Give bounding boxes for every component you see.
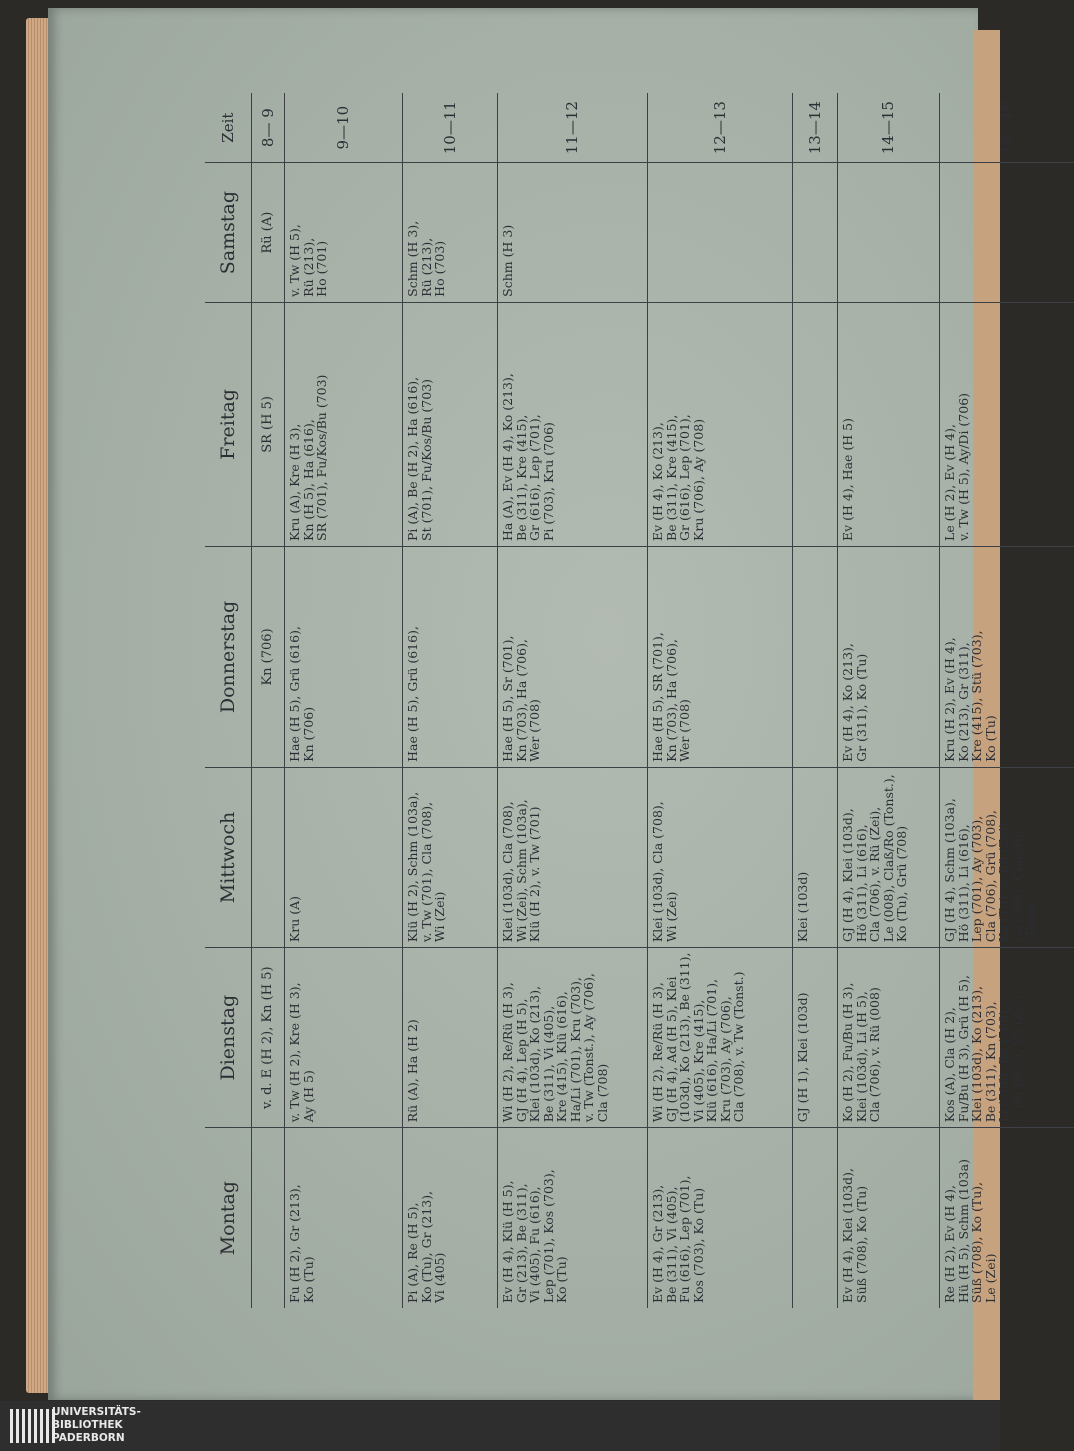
cell-text: 13—14: [805, 101, 824, 155]
cell-text: Wi (H 2), Re/Rü (H 3),: [650, 982, 665, 1123]
cell-zeit: [285, 93, 403, 163]
cell-samstag: [648, 163, 793, 303]
cell-text: Gr (616), Lep (701),: [677, 414, 692, 541]
header-dienstag: Dienstag: [205, 948, 252, 1128]
cell-text: Klei (103d), Ko (213),: [969, 985, 984, 1123]
cell-text: Fu (H 2), Gr (213),: [287, 1184, 302, 1303]
cell-text: Rü (A), Ha (H 2): [405, 1019, 420, 1123]
cell-text: Le (Zei): [982, 1253, 998, 1303]
cell-zeit: [403, 93, 498, 163]
cell-montag: [403, 1128, 498, 1308]
cell-text: Ev (H 4), Klü (H 5),: [500, 1180, 515, 1303]
cell-text: SR (H 5): [259, 396, 275, 453]
cell-donnerstag: [940, 546, 1074, 767]
cell-text: Ko (Tu), Grü (708): [894, 825, 909, 943]
cell-donnerstag: [285, 546, 403, 767]
cell-freitag: [793, 302, 838, 546]
time-row: [403, 93, 498, 1308]
cell-text: Wer (708): [527, 699, 542, 762]
cell-text: Kos (A), Cla (H 2),: [942, 1007, 957, 1123]
cell-text: GJ (H 4), Lep (H 5),: [513, 998, 529, 1123]
cell-text: Le (008), Claß/Ro (Tonst.),: [880, 774, 896, 943]
cell-text: 10—11: [440, 101, 459, 155]
cell-dienstag: [285, 948, 403, 1128]
cell-text: St (701), Fu/Kos/Bu (703): [418, 378, 434, 541]
cell-mittwoch: [403, 767, 498, 947]
cell-text: Kru (H 2), Ev (H 4),: [942, 637, 957, 762]
cell-dienstag: [940, 948, 1074, 1128]
cell-text: Ev (H 4), Klei (103d),: [840, 1168, 855, 1303]
cell-montag: [940, 1128, 1074, 1308]
cell-donnerstag: [252, 546, 285, 767]
cell-donnerstag: [403, 546, 498, 767]
cell-text: Be (311), Kre (415),: [513, 414, 529, 541]
schedule-table: [205, 93, 1074, 1308]
cell-text: 11—12: [563, 101, 582, 155]
cell-text: Ev (H 4), Hae (H 5): [840, 417, 855, 541]
cell-text: Klü (616), Ha/Li (701),: [704, 978, 719, 1123]
cell-zeit: [838, 93, 940, 163]
cell-text: Kru (706), Ay (708): [690, 418, 706, 541]
time-row: [793, 93, 838, 1308]
cell-text: Vi (405), Fu (616),: [527, 1186, 542, 1303]
cell-text: Kn (H 5), Ha (616),: [300, 419, 316, 541]
cell-text: Hö (311), Li (616),: [955, 824, 971, 943]
cell-montag: [793, 1128, 838, 1308]
cell-text: GJ (H 4), Ad (H 5), Klei: [663, 976, 679, 1123]
cell-text: Wer (708): [677, 699, 692, 762]
cell-text: Cla (706), v. Rü (Zei),: [867, 806, 882, 943]
cell-text: Ko (Tu), Gr (213),: [418, 1190, 434, 1303]
cell-zeit: [498, 93, 648, 163]
cell-text: GJ (H 4), Schm (103a),: [942, 798, 957, 943]
cell-mittwoch: [648, 767, 793, 947]
cell-dienstag: [838, 948, 940, 1128]
cell-text: Klei (103d): [795, 871, 810, 943]
cell-text: Schm (H 3),: [405, 220, 420, 297]
cell-zeit: [793, 93, 838, 163]
library-logo-icon: [10, 1409, 55, 1443]
cell-text: Ev (H 4), Ko (213),: [650, 422, 665, 541]
cell-mittwoch: [498, 767, 648, 947]
cell-text: Kn (706): [259, 628, 275, 686]
cell-text: Ko (213), Gr (311),: [955, 642, 971, 762]
cell-montag: [838, 1128, 940, 1308]
cell-samstag: [498, 163, 648, 303]
time-row: [940, 93, 1074, 1308]
cell-text: Fu/Bu (H 3), Grü (H 5),: [955, 975, 971, 1123]
cell-zeit: [252, 93, 285, 163]
cell-text: Vi (405), Kre (415),: [690, 999, 706, 1123]
cell-text: Kre (415), Stü (703),: [969, 630, 984, 762]
cell-text: Be (311), Kre (415),: [663, 414, 679, 541]
cell-text: Cla (706), Grü (708),: [982, 809, 998, 943]
cell-text: Süß (708), Ko (Tu),: [969, 1181, 984, 1303]
library-footer: [0, 1401, 1000, 1451]
cell-text: Cla (708), v. Tw (Tonst.): [731, 971, 746, 1123]
cell-text: Cla (708): [594, 1063, 610, 1123]
cell-text: Ko (Tu), v. Rü (Zei),: [996, 818, 1011, 943]
cell-freitag: [252, 302, 285, 546]
cell-text: Li (706), Re (708),: [996, 1006, 1011, 1123]
cell-text: Rü (213),: [300, 237, 316, 297]
cell-text: (103d), Ko (213), Be (311),: [677, 952, 692, 1123]
cell-text: Ha (A), Ev (H 4), Ko (213),: [500, 373, 515, 541]
cell-text: SR (701), Fu/Kos/Bu (703): [314, 374, 329, 541]
cell-text: Klei (103d), Ko (213),: [527, 985, 542, 1123]
cell-donnerstag: [498, 546, 648, 767]
cell-text: Cla (706), v. Rü (008): [867, 987, 882, 1123]
cell-text: Klei (103d), Li (H 5),: [853, 991, 869, 1123]
cell-montag: [648, 1128, 793, 1308]
cell-text: v. Tw (H 5),: [287, 224, 302, 297]
cell-text: Schm (H 3): [500, 224, 515, 297]
cell-donnerstag: [648, 546, 793, 767]
header-freitag: Freitag: [205, 302, 252, 546]
time-row: [285, 93, 403, 1308]
cell-samstag: [793, 163, 838, 303]
header-zeit: Zeit: [205, 93, 252, 163]
cell-text: Hö (311), Li (616),: [853, 824, 869, 943]
cell-text: Re (H 2), Ev (H 4),: [942, 1184, 957, 1303]
cell-dienstag: [793, 948, 838, 1128]
cell-dienstag: [498, 948, 648, 1128]
cell-text: Klei (103d), Cla (708),: [650, 801, 665, 943]
cell-text: Gr (311), Ko (Tu): [853, 653, 869, 762]
cell-text: Ay (H 5): [300, 1070, 316, 1123]
time-row: [498, 93, 648, 1308]
cell-text: Süß (708), Ko (Tu): [853, 1185, 869, 1303]
cell-freitag: [498, 302, 648, 546]
cell-text: Kn (706): [300, 706, 316, 762]
cell-text: Hae (H 5), SR (701),: [650, 632, 665, 762]
cell-text: Kre (415), Klü (616),: [554, 991, 569, 1123]
cell-text: v. Rü (008), Wi (Zei): [1009, 995, 1025, 1123]
cell-text: Lep (701), Ay (703),: [969, 815, 984, 943]
cell-text: Ev (H 4), Ko (213),: [840, 643, 855, 762]
cell-text: Ho (701): [314, 240, 329, 297]
cell-text: Klü (H 2), v. Tw (701): [527, 806, 542, 943]
cell-text: Be (311), Vi (405),: [663, 1186, 679, 1303]
cell-text: Ko (Tu): [982, 715, 998, 762]
cell-text: Kru (A), Kre (H 3),: [287, 423, 302, 541]
cell-zeit: [940, 93, 1074, 163]
cell-text: Klü (H 2), Schm (103a),: [405, 791, 420, 943]
cell-text: Kn (703), Ha (706),: [663, 639, 679, 762]
cell-text: Kn (703), Ha (706),: [513, 639, 529, 762]
cell-text: Wi (H 2), Re/Rü (H 3),: [500, 982, 515, 1123]
cell-text: Be (311), Vi (405),: [540, 1005, 556, 1123]
cell-text: v. Tw (H 5), Ay/Di (706): [955, 392, 971, 541]
cell-text: Ko (Tu): [554, 1256, 569, 1303]
cell-dienstag: [252, 948, 285, 1128]
header-donnerstag: Donnerstag: [205, 546, 252, 767]
cell-text: Fu (616), Lep (701),: [677, 1175, 692, 1303]
header-samstag: Samstag: [205, 163, 252, 303]
time-row: [252, 93, 285, 1308]
cell-freitag: [403, 302, 498, 546]
cell-montag: [252, 1128, 285, 1308]
time-row: [648, 93, 793, 1308]
cell-text: v. Tw (H 2), Kre (H 3),: [287, 982, 302, 1123]
cell-dienstag: [648, 948, 793, 1128]
cell-text: GJ (H 4), Klei (103d),: [840, 808, 855, 943]
cell-text: Pi (A), Be (H 2), Ha (616),: [405, 376, 420, 541]
cell-text: 14—15: [879, 101, 898, 155]
cell-text: Kru (703), Ay (706),: [717, 996, 733, 1123]
cell-text: 15—16: [997, 101, 1016, 155]
cell-text: Hae (H 5), Grü (616),: [405, 626, 420, 762]
cell-text: v. d. E (H 2), Kn (H 5): [259, 966, 275, 1109]
cell-freitag: [940, 302, 1074, 546]
cell-text: Pi (703), Kru (706): [540, 422, 556, 541]
cell-mittwoch: [285, 767, 403, 947]
cell-samstag: [285, 163, 403, 303]
cell-freitag: [838, 302, 940, 546]
cell-text: v. Tw (701), Cla (708),: [418, 801, 434, 943]
cell-text: Rü (A): [259, 211, 275, 254]
cell-text: Ev (H 4), Gr (213),: [650, 1184, 665, 1303]
cell-donnerstag: [793, 546, 838, 767]
cell-text: Gr (616), Lep (701),: [527, 414, 542, 541]
cell-donnerstag: [838, 546, 940, 767]
cell-text: Ho (703): [432, 240, 447, 297]
cell-samstag: [838, 163, 940, 303]
cell-text: GJ (H 1), Klei (103d): [795, 992, 810, 1123]
time-row: [838, 93, 940, 1308]
cell-text: Le (008), Claß/Ro: [1009, 830, 1025, 943]
schedule-body: [252, 93, 1074, 1308]
cell-text: Ha/Li (701), Kru (703),: [567, 976, 583, 1123]
cell-text: Klei (103d), Cla (708),: [500, 801, 515, 943]
cell-text: (Tonst.): [1023, 893, 1038, 943]
cell-text: 8— 9: [258, 108, 277, 148]
cell-samstag: [403, 163, 498, 303]
cell-text: Kru (A): [287, 895, 302, 943]
header-montag: Montag: [205, 1128, 252, 1308]
cell-montag: [498, 1128, 648, 1308]
cell-text: Hü (H 5), Schm (103a): [955, 1159, 971, 1303]
cell-text: Lep (701), Kos (703),: [540, 1169, 556, 1303]
cell-dienstag: [403, 948, 498, 1128]
cell-text: Wi (Zei): [432, 891, 447, 943]
cell-text: Vi (405): [432, 1252, 447, 1303]
cell-text: Rü (213),: [418, 237, 434, 297]
cell-freitag: [285, 302, 403, 546]
cell-text: v. Tw (Tonst.), Ay (706),: [581, 973, 596, 1123]
cell-text: Be (311), Kn (703),: [982, 1001, 998, 1123]
cell-mittwoch: [252, 767, 285, 947]
header-row: [205, 93, 252, 1308]
cell-text: Ko (Tu): [300, 1256, 316, 1303]
cell-text: Wi (Zei): [663, 891, 679, 943]
cell-montag: [285, 1128, 403, 1308]
cell-freitag: [648, 302, 793, 546]
cell-text: Hae (H 5), Sr (701),: [500, 635, 515, 762]
cell-samstag: [252, 163, 285, 303]
cell-text: Kos (703), Ko (Tu): [690, 1187, 706, 1303]
cell-samstag: [940, 163, 1074, 303]
cell-text: 9—10: [334, 105, 353, 150]
header-mittwoch: Mittwoch: [205, 767, 252, 947]
timetable: [205, 93, 1038, 1308]
cell-mittwoch: [838, 767, 940, 947]
cell-text: Ko (H 2), Fu/Bu (H 3),: [840, 982, 855, 1123]
cell-text: Hae (H 5), Grü (616),: [287, 626, 302, 762]
cell-text: Gr (213), Be (311),: [513, 1183, 529, 1303]
cell-text: Wi (Zei), Schm (103a),: [513, 799, 529, 943]
cell-text: Pi (A), Re (H 5),: [405, 1202, 420, 1303]
cell-zeit: [648, 93, 793, 163]
cell-mittwoch: [940, 767, 1074, 947]
library-name: UNIVERSITÄTS- BIBLIOTHEK PADERBORN: [52, 1406, 141, 1444]
cell-mittwoch: [793, 767, 838, 947]
cell-text: Le (H 2), Ev (H 4),: [942, 424, 957, 541]
cell-text: 12—13: [710, 101, 729, 155]
